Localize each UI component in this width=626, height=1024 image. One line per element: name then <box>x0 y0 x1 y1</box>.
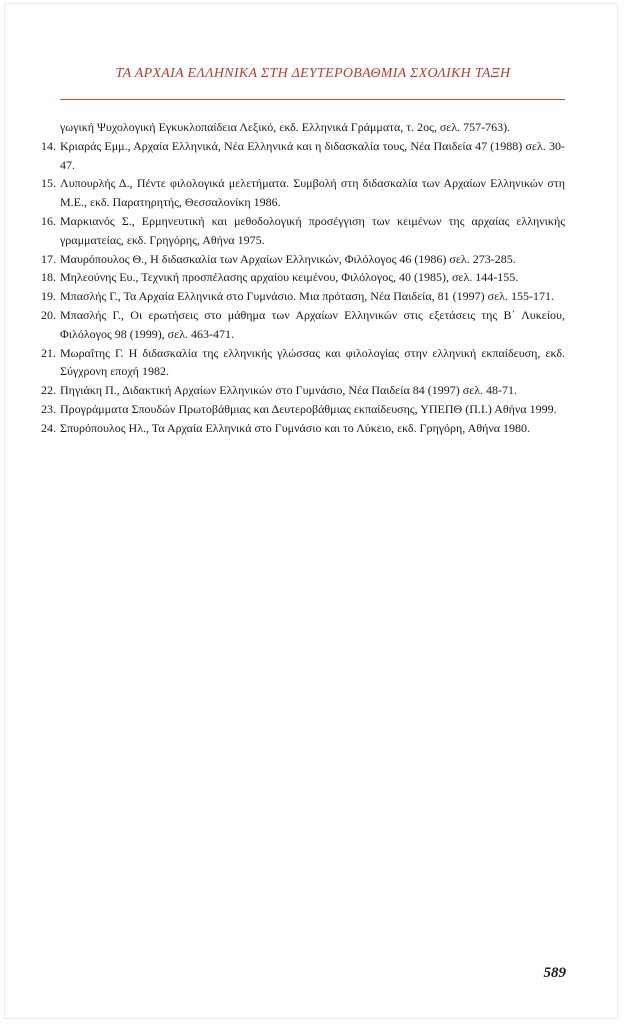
reference-number: 15. <box>41 176 56 191</box>
reference-text: Μωραΐτης Γ. Η διδασκαλία της ελληνικής γλώσσας και φιλολογίας στην ελληνική εκπαίδευση, εκδ. Σύγχρονη εποχή 1982. <box>60 345 565 379</box>
reference-text: Μαυρόπουλος Θ., Η διδασκαλία των Αρχαίων Ελληνικών, Φιλόλογος 46 (1986) σελ. 273-285. <box>60 251 516 266</box>
reference-text: Λυπουρλής Δ., Πέντε φιλολογικά μελετήματα. Συμβολή στη διδασκαλία των Αρχαίων Ελληνικών στη Μ.Ε., εκδ. Παρατηρητής, Θεσσαλονίκη 1986. <box>60 176 565 210</box>
reference-number: 14. <box>41 138 56 153</box>
reference-number: 20. <box>41 307 56 322</box>
reference-list <box>33 118 565 438</box>
reference-text: Μπασλής Γ., Οι ερωτήσεις στο μάθημα των Αρχαίων Ελληνικών στις εξετάσεις της Β΄ Λυκείου, Φιλόλογος 98 (1999), σελ. 463-471. <box>60 307 565 341</box>
reference-number <box>33 118 60 137</box>
reference-text: Μαρκιανός Σ., Ερμηνευτική και μεθοδολογική προσέγγιση των κειμένων της αρχαίας ελληνικής γραμματείας, εκδ. Γρηγόρης, Αθήνα 1975. <box>60 213 565 247</box>
reference-item <box>33 344 565 382</box>
reference-number: 23. <box>41 401 56 416</box>
reference-number: 22. <box>41 383 56 398</box>
reference-item <box>33 381 565 400</box>
reference-item <box>33 250 565 269</box>
reference-number: 21. <box>41 345 56 360</box>
reference-number: 16. <box>41 213 56 228</box>
reference-text: Κριαράς Εμμ., Αρχαία Ελληνικά, Νέα Ελληνικά και η διδασκαλία τους, Νέα Παιδεία 47 (1988) σελ. 30-47. <box>60 138 565 172</box>
reference-item <box>33 174 565 212</box>
reference-item <box>33 419 565 438</box>
reference-item <box>33 287 565 306</box>
reference-number: 19. <box>41 289 56 304</box>
reference-item <box>33 400 565 419</box>
reference-text: Σπυρόπουλος Ηλ., Τα Αρχαία Ελληνικά στο Γυμνάσιο και το Λύκειο, εκδ. Γρηγόρη, Αθήνα 1980. <box>60 420 531 435</box>
reference-item <box>33 212 565 250</box>
reference-item <box>33 306 565 344</box>
reference-text: Προγράμματα Σπουδών Πρωτοβάθμιας και Δευτεροβάθμιας εκπαίδευσης, ΥΠΕΠΘ (Π.Ι.) Αθήνα 1999. <box>60 401 557 416</box>
reference-text: Μηλεούνης Ευ., Τεχνική προσπέλασης αρχαίου κειμένου, Φιλόλογος, 40 (1985), σελ. 144-155. <box>60 270 519 285</box>
reference-item <box>33 118 565 137</box>
reference-number: 18. <box>41 270 56 285</box>
reference-number: 17. <box>41 251 56 266</box>
header-rule <box>60 99 565 100</box>
running-header: ΤΑ ΑΡΧΑΙΑ ΕΛΛΗΝΙΚΑ ΣΤΗ ΔΕΥΤΕΡΟΒΑΘΜΙΑ ΣΧΟΛΙΚΗ ΤΑΞΗ <box>115 66 511 81</box>
reference-text: Πηγιάκη Π., Διδακτική Αρχαίων Ελληνικών στο Γυμνάσιο, Νέα Παιδεία 84 (1997) σελ. 48-71. <box>60 383 518 398</box>
reference-number: 24. <box>41 420 56 435</box>
reference-item <box>33 137 565 175</box>
reference-text: Μπασλής Γ., Τα Αρχαία Ελληνικά στο Γυμνάσιο. Μια πρόταση, Νέα Παιδεία, 81 (1997) σελ. 155-171. <box>60 289 554 304</box>
reference-text: γωγική Ψυχολογική Εγκυκλοπαίδεια Λεξικό, εκδ. Ελληνικά Γράμματα, τ. 2ος, σελ. 757-763). <box>60 120 511 134</box>
page-number: 589 <box>543 965 566 981</box>
reference-item <box>33 268 565 287</box>
